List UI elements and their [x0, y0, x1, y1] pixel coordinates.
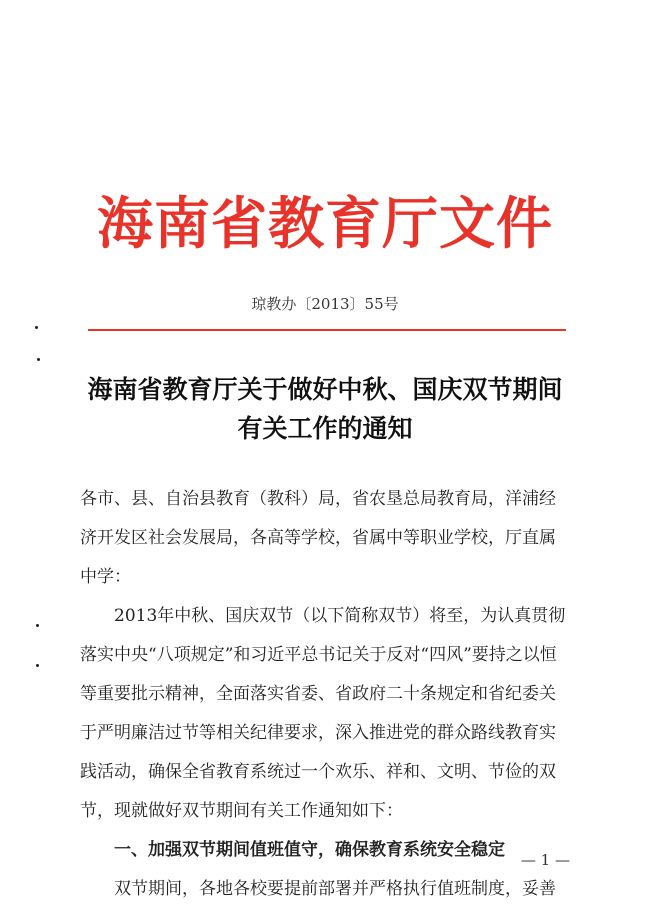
notice-body — [80, 480, 570, 909]
section1-paragraph: 双节期间，各地各校要提前部署并严格执行值班制度，妥善 — [114, 879, 556, 899]
page-number: — 1 — — [520, 851, 570, 869]
document-header-title: 海南省教育厅文件 — [97, 191, 553, 257]
intro-paragraph: 2013年中秋、国庆双节（以下简称双节）将至，为认真贯彻落实中央“八项规定”和习近平总书记关于反对“四风”要持之以恒等重要批示精神，全面落实省委、省政府二十条规定和省纪委关于严明廉洁过节等相关纪律要求，深入推进党的群众路线教育实践活动，确保全省教育系统过一个欢乐、祥和、文明、节俭的双节，现就做好双节期间有关工作通知如下： — [80, 606, 566, 821]
notice-heading-line1: 海南省教育厅关于做好中秋、国庆双节期间 — [87, 375, 563, 404]
red-divider-line — [88, 329, 566, 331]
notice-heading — [0, 370, 650, 448]
section1-title: 一、加强双节期间值班值守，确保教育系统安全稳定 — [114, 840, 505, 860]
scan-mark — [36, 624, 39, 627]
recipients-paragraph: 各市、县、自治县教育（教科）局，省农垦总局教育局，洋浦经济开发区社会发展局，各高等学校，省属中等职业学校，厅直属中学： — [80, 489, 556, 587]
scan-mark — [35, 326, 38, 329]
document-number: 琼教办〔2013〕55号 — [251, 295, 399, 313]
scan-mark — [37, 358, 40, 361]
scan-mark — [36, 664, 39, 667]
notice-heading-line2: 有关工作的通知 — [237, 414, 413, 443]
